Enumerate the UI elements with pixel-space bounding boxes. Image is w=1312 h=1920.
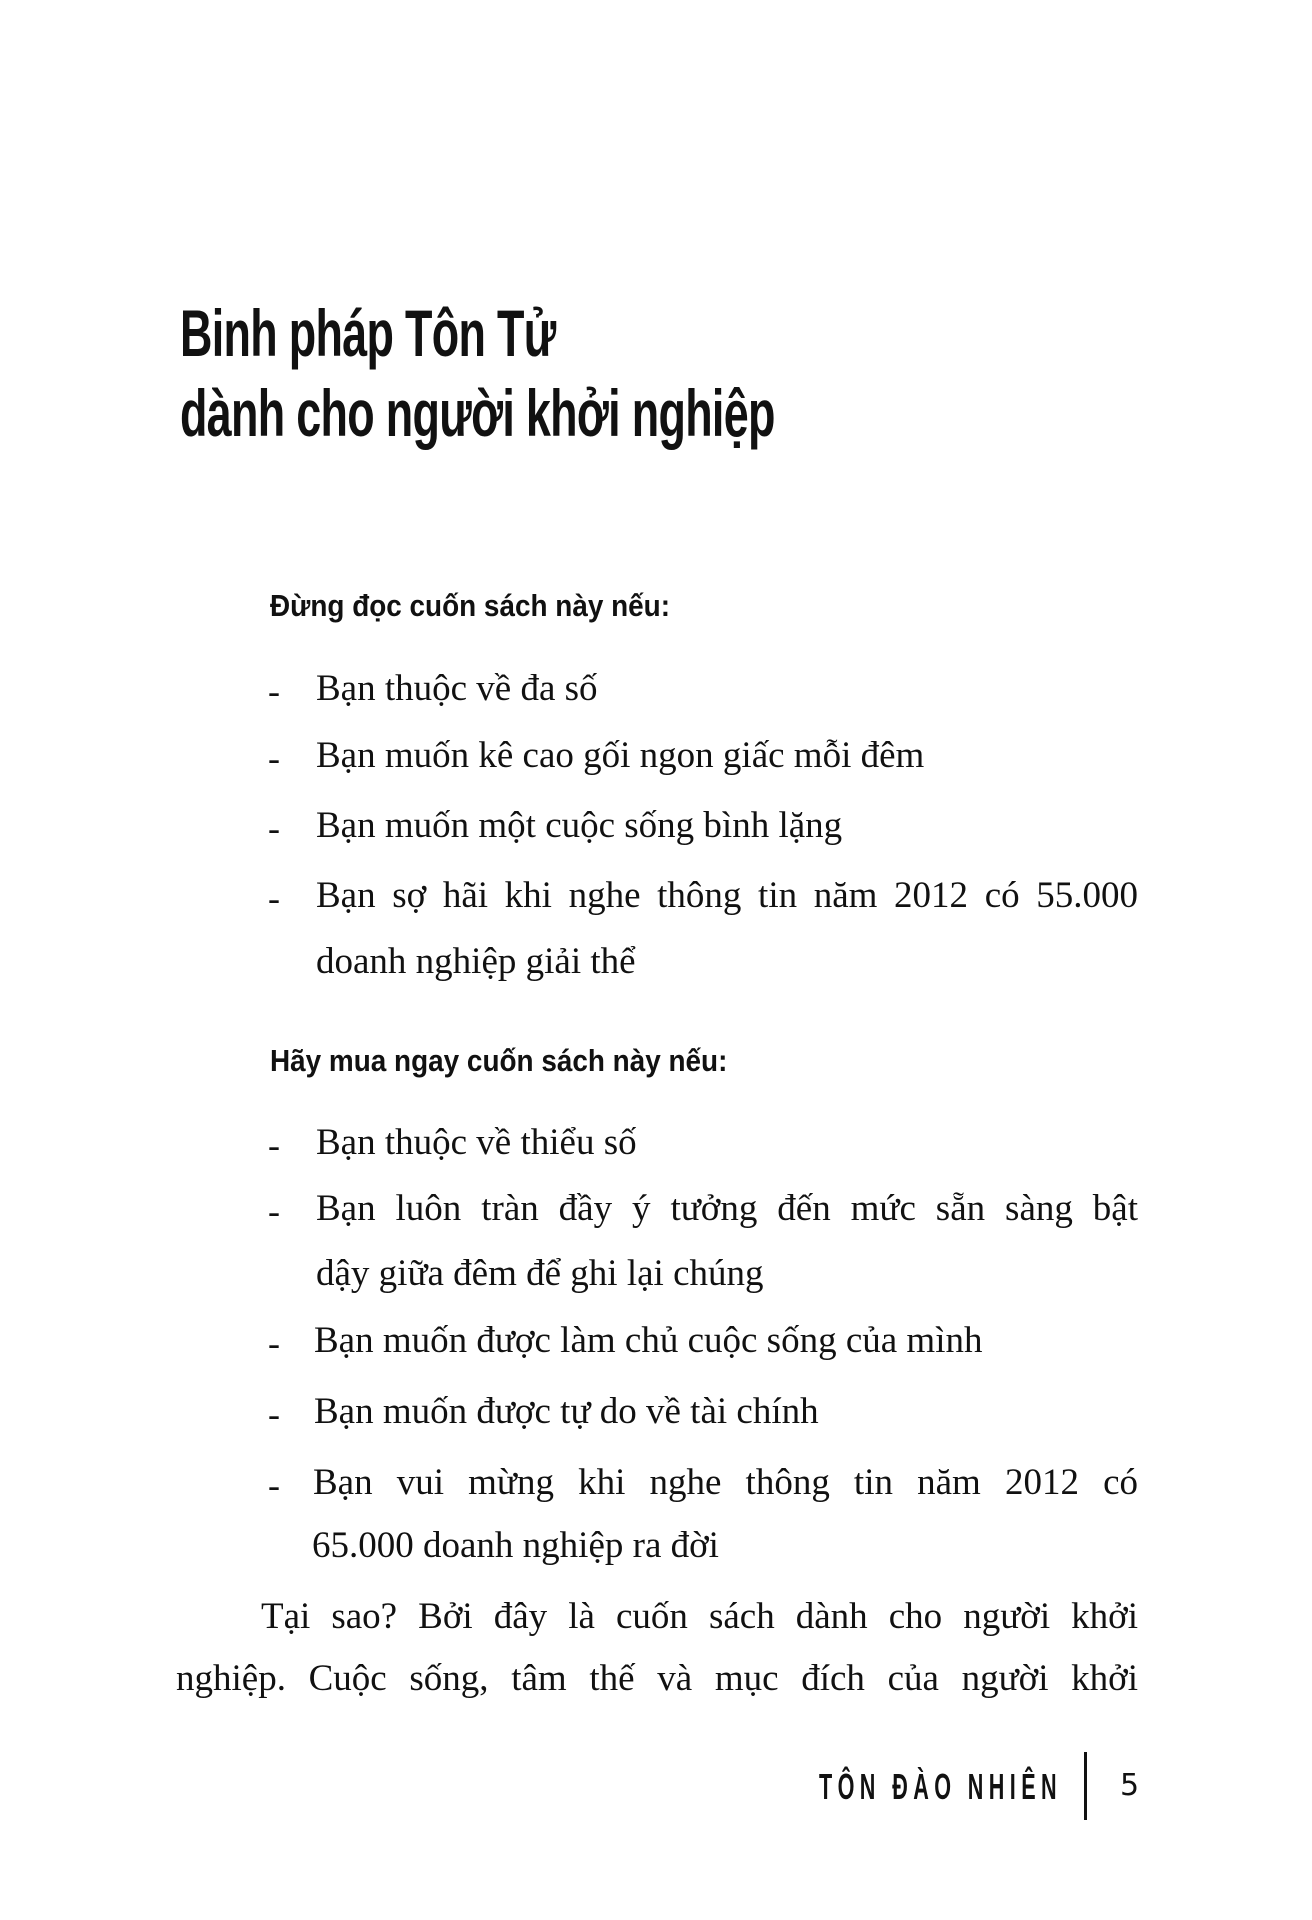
bullet-dash: - [268, 1323, 280, 1363]
bullet-text: Bạn sợ hãi khi nghe thông tin năm 2012 có 55.000 [316, 875, 1138, 916]
bullet-text: Bạn vui mừng khi nghe thông tin năm 2012 có [313, 1462, 1138, 1503]
book-title-line-1: Binh pháp Tôn Tử [180, 296, 556, 370]
page-number: 5 [1120, 1768, 1140, 1803]
bullet-text: Bạn muốn một cuộc sống bình lặng [316, 805, 843, 846]
bullet-dash: - [268, 808, 280, 848]
bullet-dash: - [268, 1125, 280, 1165]
bullet-text: Bạn thuộc về đa số [316, 668, 598, 709]
bullet-text-continued: doanh nghiệp giải thể [316, 941, 636, 982]
paragraph-line: Tại sao? Bởi đây là cuốn sách dành cho người khởi [261, 1596, 1138, 1637]
bullet-dash: - [268, 878, 280, 918]
bullet-dash: - [268, 1394, 280, 1434]
bullet-text: Bạn muốn được tự do về tài chính [314, 1391, 819, 1432]
bullet-dash: - [268, 1465, 280, 1505]
running-footer-author: TÔN ĐÀO NHIÊN [819, 1766, 1062, 1807]
bullet-text-continued: 65.000 doanh nghiệp ra đời [312, 1525, 719, 1566]
paragraph-line: nghiệp. Cuộc sống, tâm thế và mục đích của người khởi [176, 1658, 1138, 1699]
bullet-text: Bạn thuộc về thiểu số [316, 1122, 637, 1163]
bullet-dash: - [268, 1191, 280, 1231]
section-heading-dont-read: Đừng đọc cuốn sách này nếu: [270, 588, 671, 623]
footer-divider [1084, 1752, 1087, 1820]
bullet-dash: - [268, 738, 280, 778]
bullet-text-continued: dậy giữa đêm để ghi lại chúng [316, 1253, 764, 1294]
book-title-line-2: dành cho người khởi nghiệp [180, 376, 775, 450]
bullet-text: Bạn muốn kê cao gối ngon giấc mỗi đêm [316, 735, 925, 776]
bullet-dash: - [268, 671, 280, 711]
bullet-text: Bạn muốn được làm chủ cuộc sống của mình [314, 1320, 983, 1361]
section-heading-buy-now: Hãy mua ngay cuốn sách này nếu: [270, 1043, 728, 1078]
bullet-text: Bạn luôn tràn đầy ý tưởng đến mức sẵn sàng bật [316, 1188, 1138, 1229]
